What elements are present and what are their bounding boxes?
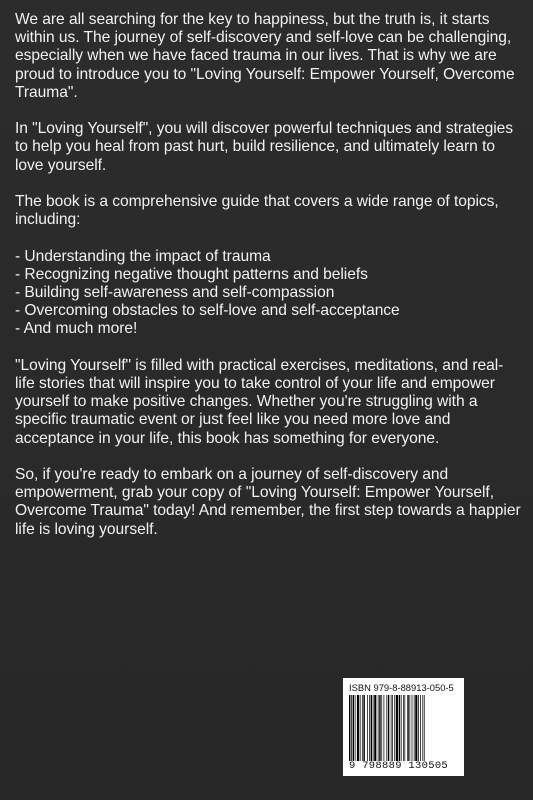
- barcode-bars: [349, 695, 458, 761]
- barcode-bar: [404, 695, 405, 761]
- barcode-bar: [357, 695, 359, 761]
- call-to-action-paragraph: So, if you're ready to embark on a journey of self-discovery and empowerment, grab your copy of "Loving Yourself: Empower Yourself, Overcome Trauma" today! And remember, the first step towards a happier life is loving yourself.: [15, 466, 521, 538]
- barcode-bar: [362, 695, 363, 761]
- barcode-bar: [407, 695, 408, 761]
- barcode-bar: [418, 695, 419, 761]
- list-item: - Recognizing negative thought patterns and beliefs: [15, 265, 368, 283]
- intro-paragraph: We are all searching for the key to happiness, but the truth is, it starts within us. The journey of self-discovery and self-love can be challenging, especially when we have faced trauma in our lives. That is why we are proud to introduce you to "Loving Yourself: Empower Yourself, Overcome Trauma".: [15, 11, 515, 101]
- barcode-bar: [388, 695, 389, 761]
- techniques-paragraph: In "Loving Yourself", you will discover powerful techniques and strategies to help you heal from past hurt, build resilience, and ultimately learn to love yourself.: [15, 120, 513, 174]
- isbn-label: ISBN 979-8-88913-050-5: [349, 682, 454, 693]
- barcode-bar: [412, 695, 413, 761]
- barcode-bar: [351, 695, 352, 761]
- isbn-barcode: [343, 678, 464, 776]
- barcode-bar: [386, 695, 387, 761]
- barcode-bar: [374, 695, 376, 761]
- barcode-bar: [401, 695, 402, 761]
- barcode-bar: [363, 695, 364, 761]
- barcode-bar: [384, 695, 385, 761]
- barcode-bar: [403, 695, 404, 761]
- barcode-bar: [409, 695, 410, 761]
- barcode-bar: [399, 695, 400, 761]
- barcode-bar: [378, 695, 379, 761]
- barcode-bar: [391, 695, 392, 761]
- barcode-bar: [424, 695, 425, 761]
- barcode-bar: [394, 695, 395, 761]
- barcode-bar: [414, 695, 415, 761]
- barcode-bar: [379, 695, 380, 761]
- barcode-bar: [349, 695, 350, 761]
- barcode-bar: [369, 695, 370, 761]
- topics-intro-paragraph: The book is a comprehensive guide that covers a wide range of topics, including:: [15, 193, 499, 229]
- barcode-bar: [396, 695, 398, 761]
- barcode-bar: [420, 695, 421, 761]
- barcode-bar: [373, 695, 374, 761]
- book-description: [15, 11, 521, 557]
- barcode-bar: [353, 695, 354, 761]
- topics-list: [15, 248, 521, 339]
- barcode-bar: [392, 695, 393, 761]
- barcode-bar: [415, 695, 417, 761]
- barcode-bar: [360, 695, 361, 761]
- list-item: - Overcoming obstacles to self-love and self-acceptance: [15, 302, 400, 320]
- barcode-bar: [371, 695, 372, 761]
- list-item: - Understanding the impact of trauma: [15, 247, 271, 265]
- list-item: - Building self-awareness and self-compassion: [15, 284, 335, 301]
- barcode-digits: 9 798889 130505: [349, 760, 449, 772]
- list-item: - And much more!: [15, 320, 138, 338]
- features-paragraph: "Loving Yourself" is filled with practical exercises, meditations, and real-life stories that will inspire you to take control of your life and empower yourself to make positive changes. Whether you're struggling with a specific traumatic event or just feel like you need more love and acceptance in your life, this book has something for everyone.: [15, 356, 504, 447]
- barcode-bar: [381, 695, 382, 761]
- barcode-bar: [355, 695, 356, 761]
- barcode-bar: [367, 695, 368, 761]
- barcode-bar: [422, 695, 423, 761]
